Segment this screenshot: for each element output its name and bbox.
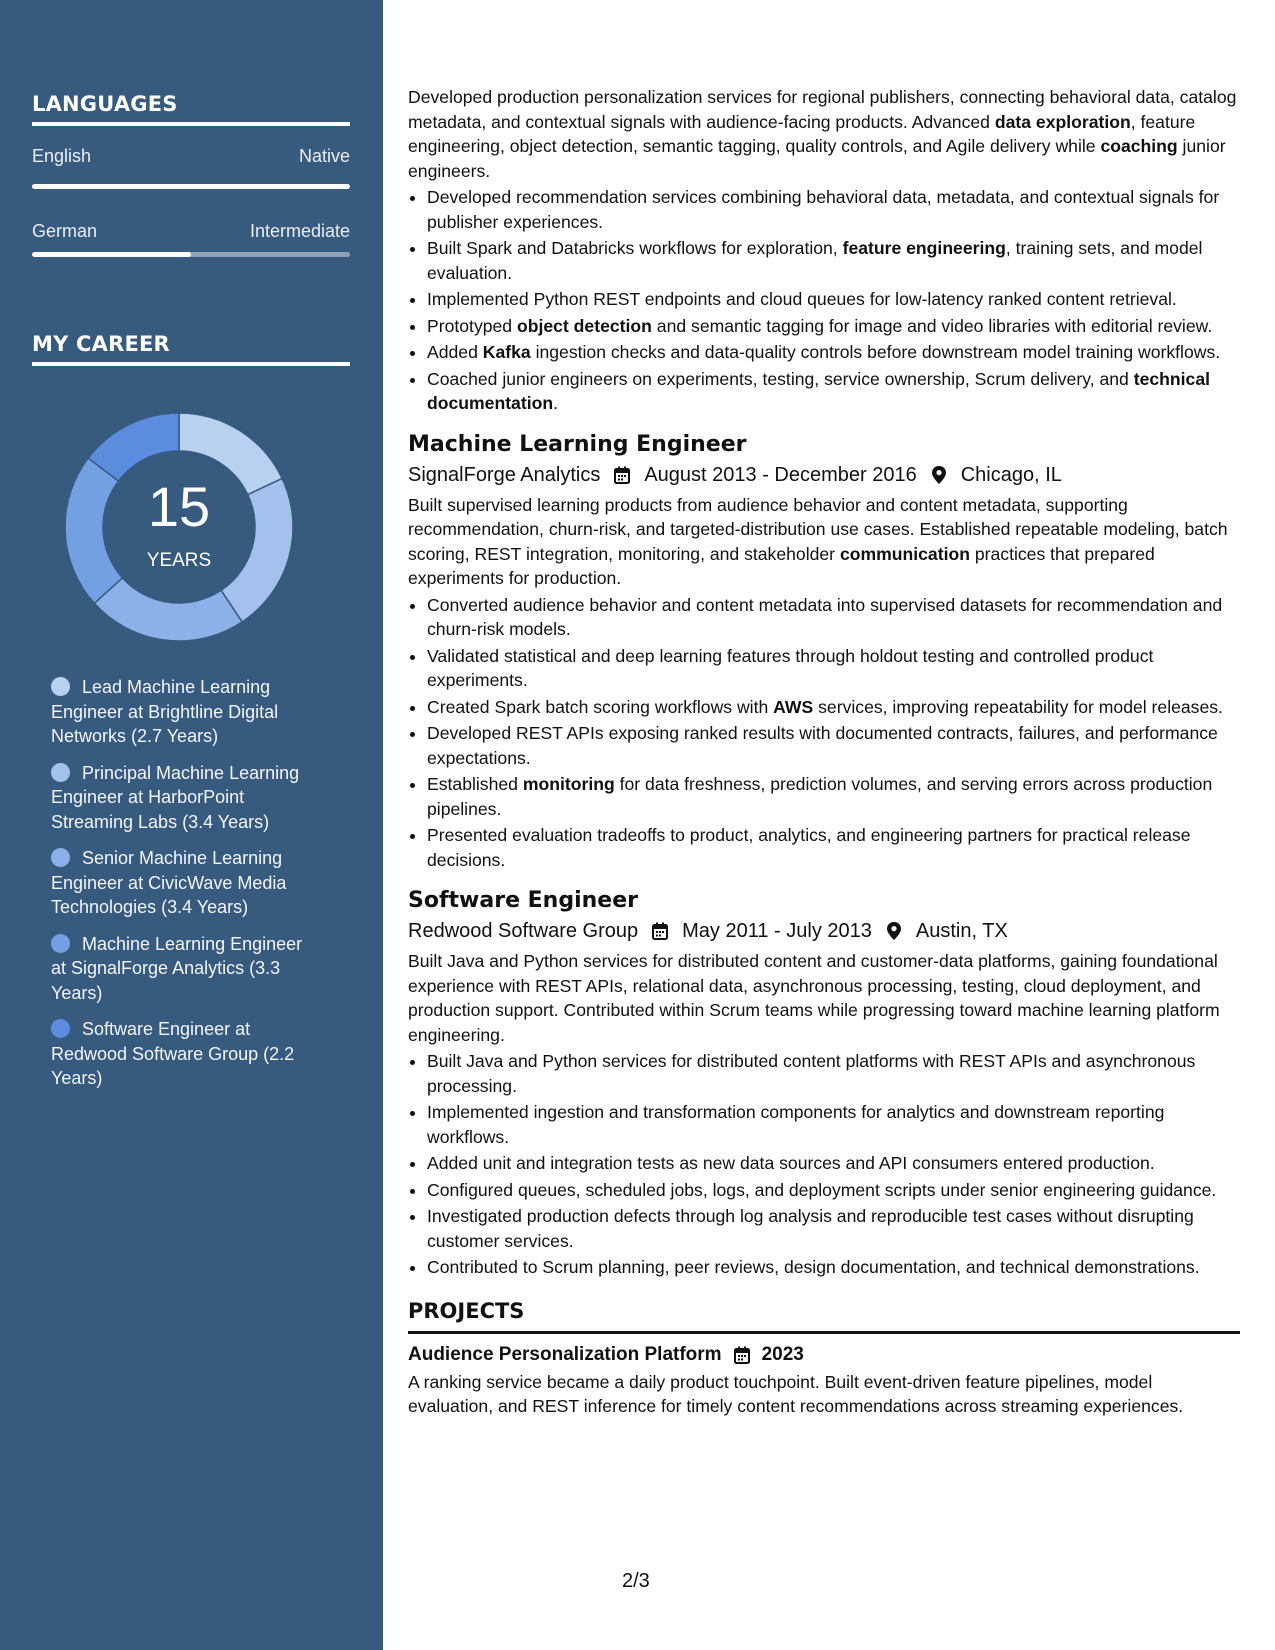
legend-dot-icon	[51, 763, 70, 782]
legend-dot-icon	[51, 677, 70, 696]
language-row-german	[32, 221, 350, 242]
map-pin-icon	[929, 465, 949, 485]
bullet: • Converted audience behavior and content metadata into supervised datasets for recommendation and churn-risk models.	[427, 593, 1240, 642]
career-legend-label: Machine Learning Engineer at SignalForge Analytics (3.3 Years)	[51, 933, 303, 1003]
bullet: • Presented evaluation tradeoffs to product, analytics, and engineering partners for practical release decisions.	[427, 823, 1240, 872]
legend-dot-icon	[51, 934, 70, 953]
career-legend-item	[51, 761, 321, 835]
language-bar-fill	[32, 252, 191, 257]
job-summary: Built supervised learning products from audience behavior and content metadata, supporting recommendation, churn-risk, and targeted-distribution use cases. Established repeatable modeling, batch scoring, REST integration, monitoring, and stakeholder communication practices that prepared experiments for production.	[408, 494, 1228, 588]
page-number: 2/3	[622, 1570, 650, 1592]
job-summary: Developed production personalization services for regional publishers, connecting behavioral data, catalog metadata, and contextual signals with audience-facing products. Advanced data exploration, feature engineering, object detection, semantic tagging, quality controls, and Agile delivery while coaching junior engineers.	[408, 87, 1237, 181]
career-heading: MY CAREER	[32, 332, 350, 366]
career-donut-chart	[65, 413, 293, 641]
bullet: • Added unit and integration tests as new data sources and API consumers entered production.	[427, 1151, 1240, 1176]
bullet: • Contributed to Scrum planning, peer reviews, design documentation, and technical demonstrations.	[427, 1255, 1240, 1280]
bullet: • Implemented ingestion and transformation components for analytics and downstream reporting workflows.	[427, 1100, 1240, 1149]
language-row-english	[32, 146, 350, 167]
job-dates: May 2011 - July 2013	[682, 920, 872, 942]
bullet: • Configured queues, scheduled jobs, logs, and deployment scripts under senior engineering guidance.	[427, 1178, 1240, 1203]
career-legend	[51, 675, 321, 1103]
bullet: • Built Spark and Databricks workflows for exploration, feature engineering, training sets, and model evaluation.	[427, 236, 1240, 285]
company-name: Redwood Software Group	[408, 920, 639, 942]
project-year: 2023	[761, 1343, 804, 1365]
bullet: • Established monitoring for data freshness, prediction volumes, and serving errors across production pipelines.	[427, 772, 1240, 821]
map-pin-icon	[884, 921, 904, 941]
career-legend-label: Senior Machine Learning Engineer at CivicWave Media Technologies (3.4 Years)	[51, 848, 287, 917]
bullet: • Created Spark batch scoring workflows with AWS services, improving repeatability for model releases.	[427, 695, 1240, 720]
bullet: • Validated statistical and deep learning features through holdout testing and controlled product experiments.	[427, 644, 1240, 693]
job-meta	[408, 916, 1240, 946]
bullet: • Added Kafka ingestion checks and data-quality controls before downstream model training workflows.	[427, 340, 1240, 365]
legend-dot-icon	[51, 1019, 70, 1038]
bullet: • Prototyped object detection and semantic tagging for image and video libraries with editorial review.	[427, 314, 1240, 339]
language-bar-german	[32, 252, 350, 257]
job-dates: August 2013 - December 2016	[644, 463, 917, 486]
bullet: • Investigated production defects through log analysis and reproducible test cases without disrupting customer services.	[427, 1204, 1240, 1253]
bullet: • Built Java and Python services for distributed content platforms with REST APIs and asynchronous processing.	[427, 1049, 1240, 1098]
bullet: • Developed REST APIs exposing ranked results with documented contracts, failures, and performance expectations.	[427, 721, 1240, 770]
bullet: • Coached junior engineers on experiments, testing, service ownership, Scrum delivery, and technical documentation.	[427, 367, 1240, 416]
main-content	[408, 85, 1240, 1419]
job-title: Machine Learning Engineer	[408, 431, 747, 457]
career-total-unit: YEARS	[146, 550, 212, 571]
language-level: Intermediate	[249, 221, 350, 241]
calendar-icon	[612, 465, 632, 485]
bullet: • Implemented Python REST endpoints and cloud queues for low-latency ranked content retrieval.	[427, 287, 1240, 312]
project-title-row	[408, 1340, 1240, 1370]
career-legend-item	[51, 932, 321, 1006]
legend-dot-icon	[51, 848, 70, 867]
project-title: Audience Personalization Platform	[408, 1343, 722, 1365]
language-bar-english	[32, 184, 350, 189]
career-legend-item	[51, 675, 321, 749]
calendar-icon	[650, 921, 670, 941]
career-legend-item	[51, 1017, 321, 1091]
project-description: A ranking service became a daily product touchpoint. Built event-driven feature pipelines, model evaluation, and REST inference for timely content recommendations across streaming experiences.	[408, 1371, 1184, 1416]
bullet: • Developed recommendation services combining behavioral data, metadata, and contextual signals for publisher experiences.	[427, 185, 1240, 234]
job-summary: Built Java and Python services for distributed content and customer-data platforms, gaining foundational experience with REST APIs, relational data, asynchronous processing, testing, cloud deployment, and production support. Contributed within Scrum teams while progressing toward machine learning platform engineering.	[408, 951, 1220, 1045]
language-bar-fill	[32, 184, 350, 189]
calendar-icon	[732, 1345, 752, 1365]
career-legend-item	[51, 846, 321, 920]
career-total-years: 15	[147, 475, 211, 538]
language-name: English	[32, 146, 92, 166]
projects-heading: PROJECTS	[408, 1296, 1240, 1334]
job-location: Austin, TX	[915, 920, 1008, 942]
career-legend-label: Lead Machine Learning Engineer at Brightline Digital Networks (2.7 Years)	[51, 677, 279, 746]
job-meta	[408, 460, 1240, 490]
job-bullets	[408, 185, 1240, 416]
job-bullets	[408, 593, 1240, 873]
career-legend-label: Principal Machine Learning Engineer at HarborPoint Streaming Labs (3.4 Years)	[51, 762, 300, 832]
languages-heading: LANGUAGES	[32, 92, 350, 126]
career-legend-label: Software Engineer at Redwood Software Group (2.2 Years)	[51, 1019, 295, 1088]
job-location: Chicago, IL	[960, 463, 1062, 486]
job-title: Software Engineer	[408, 888, 638, 913]
sidebar	[0, 0, 383, 1650]
company-name: SignalForge Analytics	[408, 463, 601, 486]
job-bullets	[408, 1049, 1240, 1280]
language-name: German	[32, 221, 98, 241]
language-level: Native	[298, 146, 350, 166]
